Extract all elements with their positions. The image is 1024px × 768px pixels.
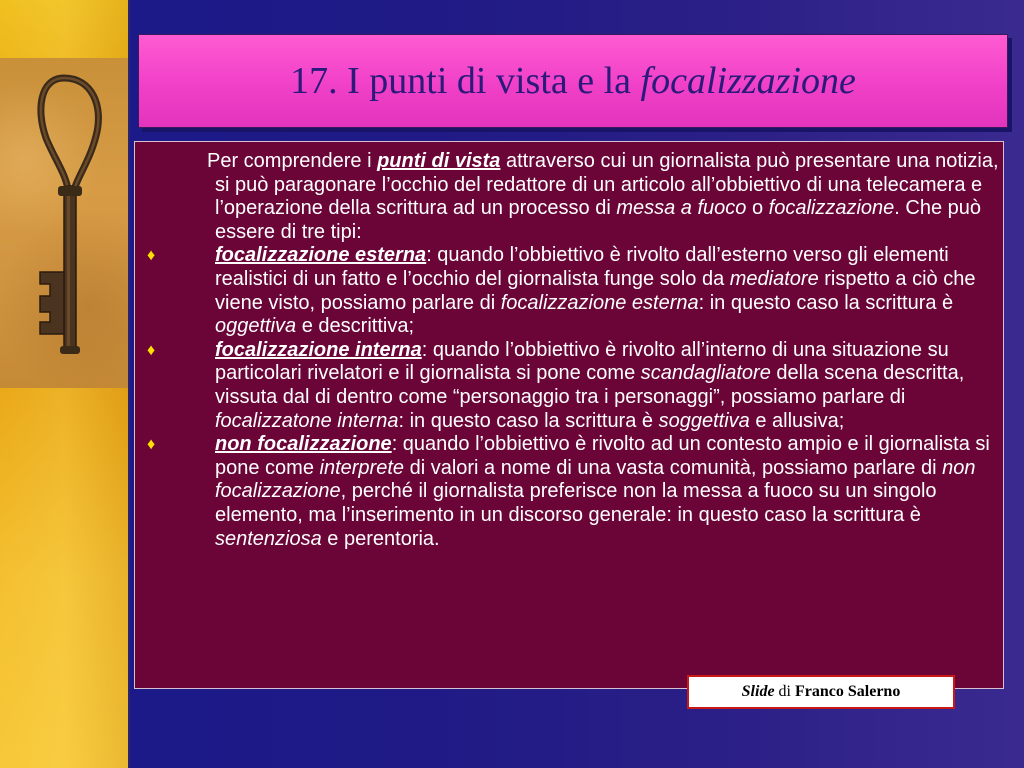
content-panel: [134, 141, 1004, 689]
intro-paragraph: [139, 150, 999, 244]
diamond-bullet-icon: ♦: [147, 247, 156, 265]
intro-text: . Che può essere di tre tipi:: [215, 197, 982, 243]
bullet-italic: sentenziosa: [215, 527, 322, 550]
bullet-term: focalizzazione interna: [215, 338, 422, 361]
bullet-term: focalizzazione esterna: [215, 244, 427, 267]
intro-term: punti di vista: [377, 150, 501, 172]
bullet-italic: focalizzatone interna: [215, 409, 399, 432]
left-decor-strip: [0, 0, 130, 768]
intro-text: attraverso cui un giornalista può presentare una notizia, si può paragonare l’occhio del redattore di un articolo all’obbiettivo di una telecamera e l’operazione della scrittura ad un processo di: [215, 150, 999, 220]
bullet-italic: interprete: [319, 456, 405, 479]
key-image: [0, 58, 128, 388]
bullet-text: , perché il giornalista preferisce non la messa a fuoco su un singolo elemento, ma l’inserimento in un discorso generale: in questo caso la scrittura è: [215, 480, 937, 526]
bullet-text: : in questo caso la scrittura è: [398, 409, 659, 432]
bullet-italic: scandagliatore: [640, 362, 771, 385]
credit-slide-label: Slide: [741, 683, 775, 700]
diamond-bullet-icon: ♦: [147, 436, 156, 454]
credit-author: Franco Salerno: [795, 683, 901, 700]
bullet-text: : quando l’obbiettivo è rivolto dall’esterno verso gli elementi realistici di un fatto e l’occhio del giornalista funge solo da: [215, 244, 949, 290]
bullet-italic: focalizzazione esterna: [500, 291, 699, 314]
content-text: [139, 150, 999, 551]
intro-italic: messa a fuoco: [616, 197, 747, 220]
slide-title-main: 17. I punti di vista e la: [290, 60, 641, 102]
bullet-italic: oggettiva: [215, 315, 297, 338]
diamond-bullet-icon: ♦: [147, 341, 156, 359]
credit-connector: di: [774, 683, 795, 700]
bullet-text: : quando l’obbiettivo è rivolto ad un contesto ampio e il giornalista si pone come: [215, 433, 990, 479]
bullet-text: della scena descritta, vissuta dal di dentro come “personaggio tra i personaggi”, possiamo parlare di: [215, 362, 965, 408]
bullet-italic: mediatore: [729, 267, 819, 290]
bullet-italic: non focalizzazione: [215, 456, 976, 503]
bullet-text: : in questo caso la scrittura è: [698, 291, 954, 314]
list-item: [139, 433, 999, 551]
intro-text: o: [746, 197, 769, 220]
list-item: [139, 339, 999, 433]
intro-italic: focalizzazione: [768, 197, 895, 220]
bullet-text: rispetto a ciò che viene visto, possiamo parlare di: [215, 267, 976, 314]
slide-title-emphasis: focalizzazione: [640, 60, 856, 102]
title-banner: [138, 34, 1008, 128]
list-item: [139, 244, 999, 338]
bullet-text: e allusiva;: [749, 409, 845, 432]
antique-key-icon: [0, 58, 128, 388]
bullet-text: e descrittiva;: [296, 315, 414, 338]
bullet-text: e perentoria.: [321, 527, 440, 550]
slide-title: [139, 59, 1007, 103]
intro-text: Per comprendere i: [207, 150, 378, 172]
bullet-text: di valori a nome di una vasta comunità, possiamo parlare di: [404, 456, 943, 479]
bullet-text: : quando l’obbiettivo è rivolto all’interno di una situazione su particolari rivelatori e il giornalista si pone come: [215, 338, 949, 385]
credit-box: [687, 675, 955, 709]
bullet-italic: soggettiva: [658, 409, 750, 432]
bullet-term: non focalizzazione: [215, 433, 392, 456]
